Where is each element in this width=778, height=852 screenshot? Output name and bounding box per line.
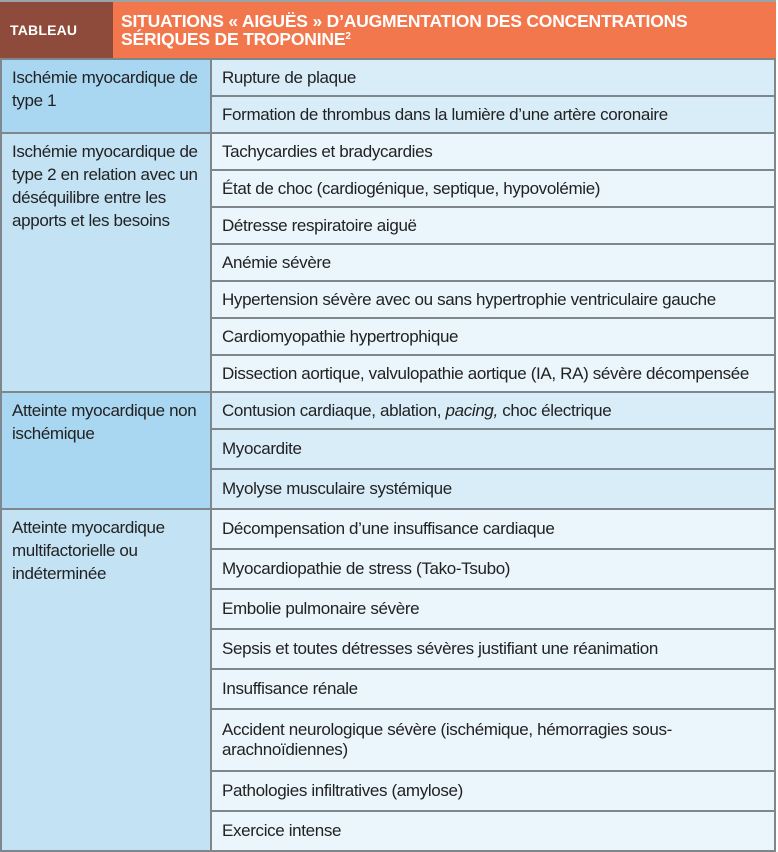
item-cell (211, 392, 775, 429)
table-header (0, 0, 776, 58)
item-cell: Dissection aortique, valvulopathie aortique (IA, RA) sévère décompensée (211, 355, 775, 392)
troponin-table (0, 58, 776, 852)
item-cell: Pathologies infiltratives (amylose) (211, 771, 775, 811)
category-cell: Ischémie myocardique de type 2 en relation avec un déséquilibre entre les apports et les besoins (1, 133, 211, 392)
table-row (1, 59, 775, 96)
item-cell: Accident neurologique sévère (ischémique, hémorragies sous-arachnoïdiennes) (211, 709, 775, 771)
item-text: choc électrique (497, 400, 612, 420)
footnote-ref: 2 (345, 31, 351, 42)
category-cell: Ischémie myocardique de type 1 (1, 59, 211, 133)
item-cell: Anémie sévère (211, 244, 775, 281)
item-cell: Myocardite (211, 429, 775, 469)
item-cell: Tachycardies et bradycardies (211, 133, 775, 170)
table-row (1, 509, 775, 549)
table-title (113, 2, 776, 58)
item-cell: Myolyse musculaire systémique (211, 469, 775, 509)
item-cell: Myocardiopathie de stress (Tako-Tsubo) (211, 549, 775, 589)
table-title-line2: SÉRIQUES DE TROPONINE (121, 29, 346, 49)
item-cell: Exercice intense (211, 811, 775, 851)
table-row (1, 133, 775, 170)
item-cell: Formation de thrombus dans la lumière d’une artère coronaire (211, 96, 775, 133)
item-cell: Hypertension sévère avec ou sans hypertrophie ventriculaire gauche (211, 281, 775, 318)
table-label: TABLEAU (0, 2, 113, 58)
category-cell: Atteinte myocardique multifactorielle ou indéterminée (1, 509, 211, 851)
item-cell: Rupture de plaque (211, 59, 775, 96)
item-cell: Sepsis et toutes détresses sévères justifiant une réanimation (211, 629, 775, 669)
item-cell: Cardiomyopathie hypertrophique (211, 318, 775, 355)
table-row (1, 392, 775, 429)
category-cell: Atteinte myocardique non ischémique (1, 392, 211, 509)
item-cell: Embolie pulmonaire sévère (211, 589, 775, 629)
item-text-italic: pacing, (445, 400, 498, 420)
item-text: Contusion cardiaque, ablation, (222, 400, 446, 420)
item-cell: Décompensation d’une insuffisance cardiaque (211, 509, 775, 549)
item-cell: Insuffisance rénale (211, 669, 775, 709)
item-cell: Détresse respiratoire aiguë (211, 207, 775, 244)
table-title-line1: SITUATIONS « AIGUËS » D’AUGMENTATION DES CONCENTRATIONS (121, 11, 688, 31)
item-cell: État de choc (cardiogénique, septique, hypovolémie) (211, 170, 775, 207)
